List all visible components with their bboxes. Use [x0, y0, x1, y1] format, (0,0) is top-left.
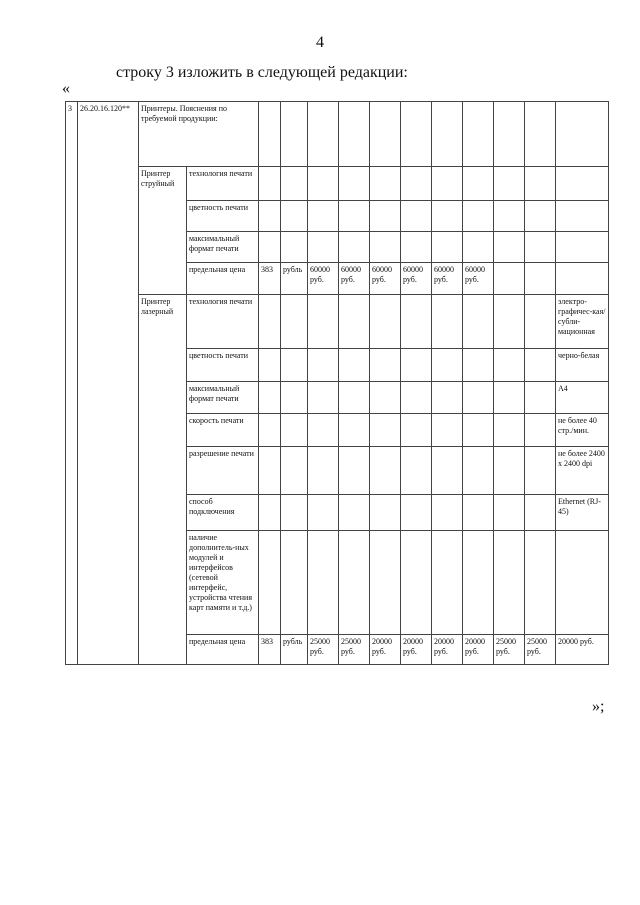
laser-resolution-value: не более 2400 x 2400 dpi [556, 447, 609, 495]
laser-connection-label: способ подключения [187, 495, 259, 531]
inkjet-type-cell: Принтер струйный [139, 167, 187, 295]
laser-technology-label: технология печати [187, 295, 259, 349]
laser-connection-value: Ethernet (RJ-45) [556, 495, 609, 531]
laser-color-value: черно-белая [556, 349, 609, 382]
table-row [66, 102, 609, 167]
laser-format-value: А4 [556, 382, 609, 414]
inkjet-technology-label: технология печати [187, 167, 259, 201]
laser-technology-value: электро-графичес-кая/субли-мационная [556, 295, 609, 349]
closing-quote: »; [592, 698, 605, 715]
laser-color-label: цветность печати [187, 349, 259, 382]
okei-code: 383 [259, 635, 281, 665]
price-cell: 60000 руб. [308, 263, 339, 295]
price-cell: 20000 руб. [370, 635, 401, 665]
price-cell: 25000 руб. [308, 635, 339, 665]
price-cell: 60000 руб. [339, 263, 370, 295]
laser-price-label: предельная цена [187, 635, 259, 665]
laser-speed-label: скорость печати [187, 414, 259, 447]
price-cell: 60000 руб. [432, 263, 463, 295]
inkjet-format-label: максимальный формат печати [187, 232, 259, 263]
unit-name: рубль [281, 263, 308, 295]
laser-format-label: максимальный формат печати [187, 382, 259, 414]
price-cell: 20000 руб. [432, 635, 463, 665]
price-cell: 25000 руб. [494, 635, 525, 665]
price-cell: 60000 руб. [401, 263, 432, 295]
printer-requirements-table [65, 101, 609, 665]
price-cell: 20000 руб. [463, 635, 494, 665]
page-number: 4 [316, 34, 324, 51]
inkjet-price-label: предельная цена [187, 263, 259, 295]
table-row [66, 295, 609, 349]
inkjet-color-label: цветность печати [187, 201, 259, 232]
laser-modules-label: наличие дополнитель-ных модулей и интерфейсов (сетевой интерфейс, устройства чтения карт памяти и т.д.) [187, 531, 259, 635]
intro-text: строку 3 изложить в следующей редакции: [116, 64, 408, 81]
row-number-cell: 3 [66, 102, 78, 665]
table-row [66, 167, 609, 201]
laser-speed-value: не более 40 стр./мин. [556, 414, 609, 447]
category-cell: Принтеры. Пояснения по требуемой продукции: [139, 102, 259, 167]
code-cell: 26.20.16.120** [78, 102, 139, 665]
laser-price-value: 20000 руб. [556, 635, 609, 665]
price-cell: 25000 руб. [525, 635, 556, 665]
laser-type-cell: Принтер лазерный [139, 295, 187, 665]
price-cell: 20000 руб. [401, 635, 432, 665]
laser-resolution-label: разрешение печати [187, 447, 259, 495]
price-cell: 60000 руб. [370, 263, 401, 295]
okei-code: 383 [259, 263, 281, 295]
opening-quote: « [62, 80, 70, 97]
price-cell: 60000 руб. [463, 263, 494, 295]
unit-name: рубль [281, 635, 308, 665]
price-cell: 25000 руб. [339, 635, 370, 665]
